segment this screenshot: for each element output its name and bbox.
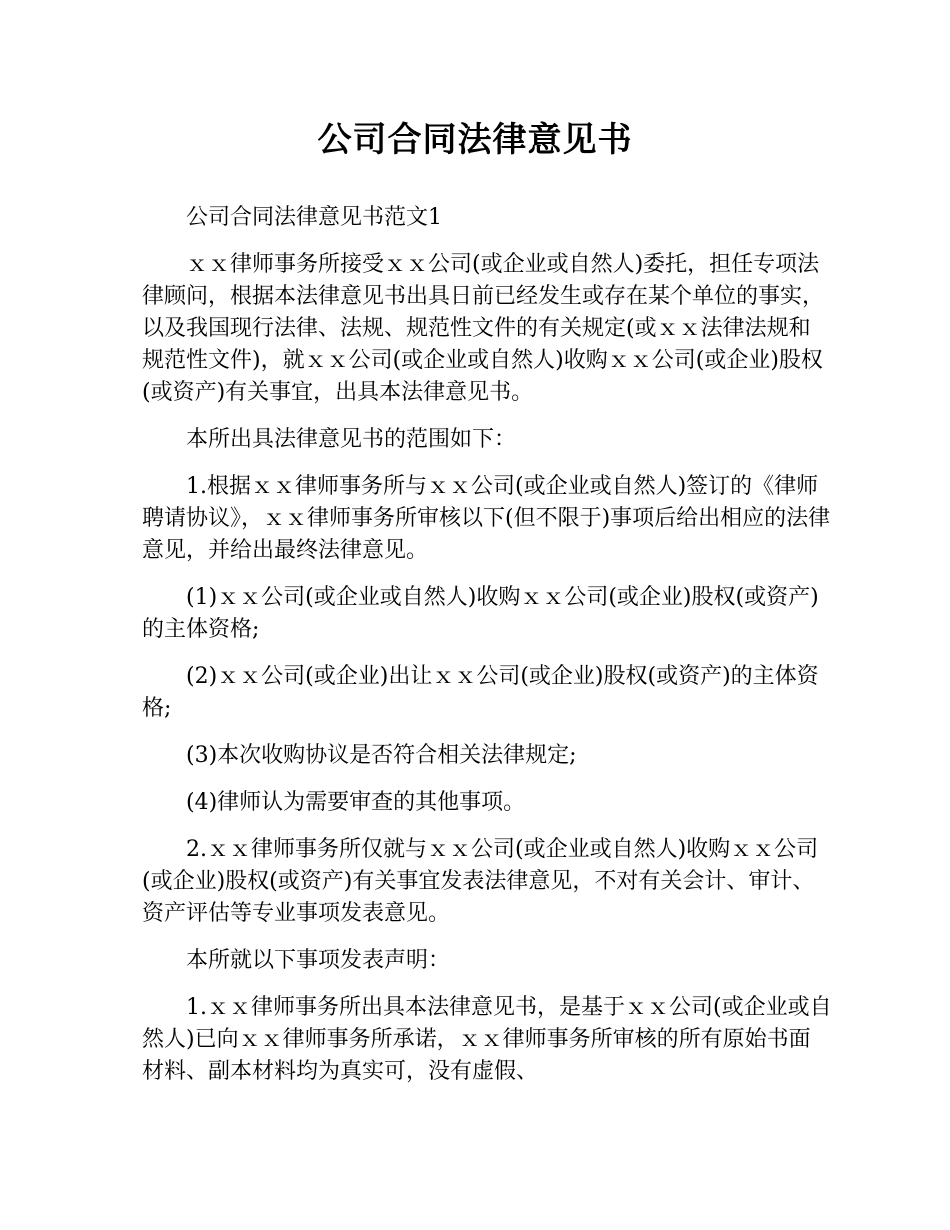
paragraph-scope-item-4: (4)律师认为需要审查的其他事项。 (186, 790, 526, 815)
document-body (142, 202, 832, 1103)
paragraph-scope-item-3: (3)本次收购协议是否符合相关法律规定; (186, 743, 577, 768)
document-title: 公司合同法律意见书 (317, 120, 633, 160)
paragraph-scope-item-2: (2)ｘｘ公司(或企业)出让ｘｘ公司(或企业)股权(或资产)的主体资格; (142, 664, 819, 721)
paragraph-scope-item-1: (1)ｘｘ公司(或企业或自然人)收购ｘｘ公司(或企业)股权(或资产)的主体资格; (142, 585, 819, 642)
paragraph-statement-1: 1.ｘｘ律师事务所出具本法律意见书，是基于ｘｘ公司(或企业或自然人)已向ｘｘ律师事务所承诺，ｘｘ律师事务所审核的所有原始书面材料、副本材料均为真实可，没有虚假、 (142, 995, 832, 1084)
paragraph-scope-2: 2.ｘｘ律师事务所仅就与ｘｘ公司(或企业或自然人)收购ｘｘ公司(或企业)股权(或资产)有关事宜发表法律意见，不对有关会计、审计、资产评估等专业事项发表意见。 (142, 837, 819, 926)
paragraph-statement-heading: 本所就以下事项发表声明： (186, 948, 451, 973)
paragraph-intro: ｘｘ律师事务所接受ｘｘ公司(或企业或自然人)委托，担任专项法律顾问，根据本法律意见书出具日前已经发生或存在某个单位的事实，以及我国现行法律、法规、规范性文件的有关规定(或ｘｘ法律法规和规范性文件)，就ｘｘ公司(或企业或自然人)收购ｘｘ公司(或企业)股权(或资产)有关事宜，出具本法律意见书。 (142, 252, 825, 405)
paragraph-scope-heading: 本所出具法律意见书的范围如下： (186, 427, 517, 452)
paragraph-heading: 公司合同法律意见书范文1 (186, 205, 442, 230)
paragraph-scope-1: 1.根据ｘｘ律师事务所与ｘｘ公司(或企业或自然人)签订的《律师聘请协议》，ｘｘ律师事务所审核以下(但不限于)事项后给出相应的法律意见，并给出最终法律意见。 (142, 474, 831, 563)
